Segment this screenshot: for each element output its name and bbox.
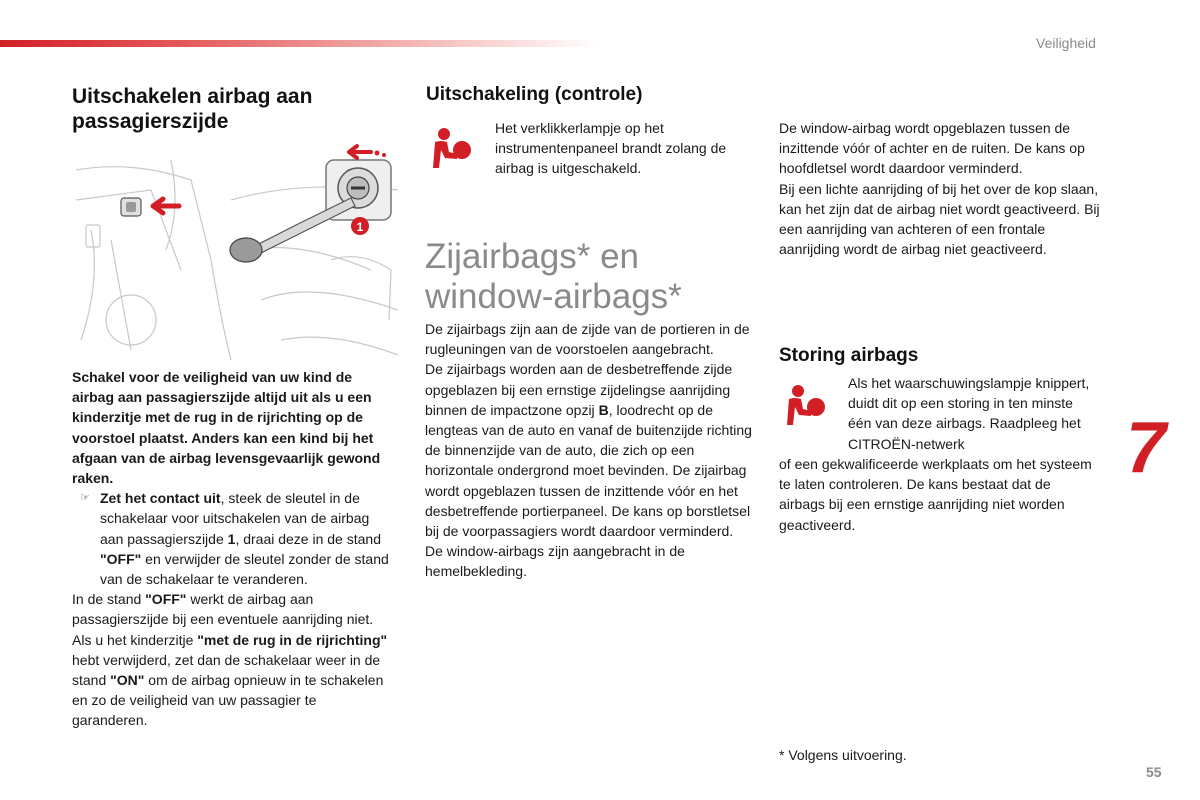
col2-warning-text: Het verklikkerlampje op het instrumentenpaneel brandt zolang de airbag is uitgeschakeld.: [495, 120, 727, 177]
col3-paragraph-1: De window-airbag wordt opgeblazen tussen de inzittende vóór of achter en de ruiten. De kans op hoofdletsel wordt daardoor verminderd.: [779, 120, 1085, 177]
col3-continued-text: of een gekwalificeerde werkplaats om het systeem te laten controleren. De kans bestaat dat de airbags bij een ernstige aanrijding niet worden geactiveerd.: [779, 456, 1092, 533]
top-accent-bar: [0, 40, 600, 47]
p3-bold-1: "met de rug in de rijrichting": [197, 631, 388, 648]
p3-bold-2: "ON": [110, 672, 145, 689]
bullet-text-2: , draai deze in de stand: [235, 530, 381, 547]
p3-text-3: om de airbag opnieuw in te schakelen en zo de veiligheid van uw passagier te garanderen.: [72, 672, 384, 729]
col1-intro: Schakel voor de veiligheid van uw kind de airbag aan passagierszijde altijd uit als u een kinderzitje met de rug in de rijrichting op de voorstoel plaatst. Anders kan een kind bij het afgaan van de airbag levensgevaarlijk gewond raken.: [72, 369, 381, 487]
p2-text-1: In de stand: [72, 591, 146, 608]
col3-paragraph-2: Bij een lichte aanrijding of bij het over de kop slaan, kan het zijn dat de airbag niet wordt geactiveerd. Bij een aanrijding van achteren of een frontale aanrijding wordt de airbag niet geactiveerd.: [779, 180, 1100, 258]
col2-p2-bold-1: B: [598, 401, 609, 418]
col1-text: [72, 367, 394, 731]
col2-paragraph-3: De window-airbags zijn aangebracht in de hemelbekleding.: [425, 543, 685, 580]
col2-p2-text-1: De zijairbags worden aan de desbetreffende zijde opgeblazen bij een ernstige zijdelingse aanrijding binnen de impactzone opzij: [425, 361, 733, 418]
col2-title: Uitschakeling (controle): [426, 84, 643, 105]
page-number: 55: [1146, 764, 1162, 780]
chapter-number: 7: [1126, 408, 1167, 488]
col2-p2-text-2: , loodrecht op de lengteas van de auto en vanaf de buitenzijde richting de binnenzijde van de auto, die zich op een horizontale ondergrond moet bevinden. De zijairbag wordt opgeblazen tussen de inzittende vóór en het desbetreffende portierpaneel. De kans op borstletsel bij de voorpassagiers wordt daardoor verminderd.: [425, 401, 752, 540]
callout-1-label: 1: [356, 220, 364, 234]
side-airbags-title: Zijairbags* en window-airbags*: [425, 237, 682, 316]
bullet-bold-3: "OFF": [100, 550, 142, 567]
footnote: * Volgens uitvoering.: [779, 747, 907, 763]
bullet-text-1: , steek de sleutel in de schakelaar voor uitschakelen van de airbag aan passagierszijde: [100, 490, 370, 547]
col1-title: Uitschakelen airbag aan passagierszijde: [72, 85, 313, 133]
p2-bold-1: "OFF": [145, 591, 187, 608]
airbag-warning-icon: [427, 126, 473, 172]
section-label: Veiligheid: [1036, 35, 1096, 51]
p3-text-2: hebt verwijderd, zet dan de schakelaar weer in de stand: [72, 651, 381, 689]
bullet-text-3: en verwijder de sleutel zonder de stand van de schakelaar te veranderen.: [100, 550, 389, 588]
col1-bullet: [72, 488, 394, 589]
col3-title: Storing airbags: [779, 345, 919, 366]
col1-paragraph-3: [72, 630, 394, 731]
col1-paragraph-2: [72, 589, 394, 629]
col3-text-top: [779, 118, 1109, 259]
col2-paragraph-2: [425, 359, 757, 541]
p2-text-2: werkt de airbag aan passagierszijde bij een eventuele aanrijding niet.: [72, 591, 374, 628]
p3-text-1: Als u het kinderzitje: [72, 631, 198, 648]
col2-text: [425, 319, 757, 582]
bullet-bold-1: Zet het contact uit: [100, 490, 221, 507]
airbag-fault-icon: [781, 383, 827, 429]
bullet-hand-icon: ☞: [80, 492, 90, 505]
airbag-switch-illustration: [71, 140, 398, 360]
col2-paragraph-1: De zijairbags zijn aan de zijde van de portieren in de rugleuningen van de voorstoelen aangebracht.: [425, 321, 750, 358]
col3-warning-text: Als het waarschuwingslampje knippert, duidt dit op een storing in ten minste één van deze airbags. Raadpleeg het CITROËN-netwerk: [848, 375, 1090, 452]
bullet-bold-2: 1: [227, 530, 236, 547]
